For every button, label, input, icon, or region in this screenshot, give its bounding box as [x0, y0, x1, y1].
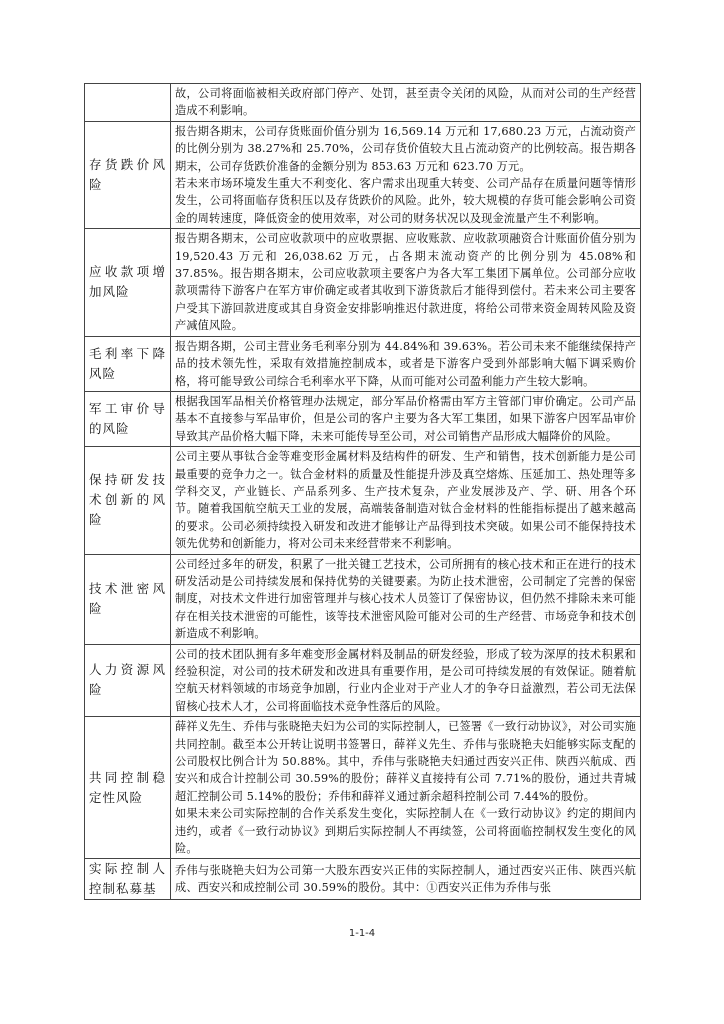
risk-description [171, 121, 641, 228]
risk-row [85, 717, 641, 859]
risk-row [85, 644, 641, 717]
risk-row [85, 336, 641, 391]
risk-paragraph: 若未来市场环境发生重大不利变化、客户需求出现重大转变、公司产品存在质量问题等情形发生，公司将面临存货积压以及存货跌价的风险。此外，较大规模的存货可能会影响公司资金的周转速度，降低资金的使用效率，对公司的财务状况以及现金流量产生不利影响。 [175, 177, 636, 225]
risk-label: 军工审价导的风险 [85, 391, 171, 446]
risk-row [85, 84, 641, 122]
risk-paragraph: 报告期各期末，公司存货账面价值分别为 16,569.14 万元和 17,680.23 万元，占流动资产的比例分别为 38.27%和 25.70%，公司存货价值较大且占流动资产的比例较高。报告期各期末，公司存货跌价准备的金额分别为 853.63 万元和 623.70 万元。 [175, 124, 636, 173]
risk-label: 毛利率下降风险 [85, 336, 171, 391]
risk-description [171, 84, 641, 122]
risk-description [171, 554, 641, 644]
risk-description [171, 229, 641, 336]
risk-label: 共同控制稳定性风险 [85, 717, 171, 859]
risk-label: 应收款项增加风险 [85, 229, 171, 336]
risk-row [85, 859, 641, 900]
risk-description [171, 644, 641, 717]
risk-description [171, 391, 641, 446]
risk-description [171, 717, 641, 859]
risk-paragraph: 报告期各期末，公司应收款项中的应收票据、应收账款、应收款项融资合计账面价值分别为 19,520.43 万元和 26,038.62 万元，占各期末流动资产的比例分别为 45.08%和 37.85%。报告期各期末，公司应收款项主要客户为各大军工集团下属单位。公司部分应收款项需待下游客户在军方审价确定或者其收到下游货款后才能得到偿付。若未来公司主要客户受其下游回款进度或其自身资金安排影响推迟付款进度，将给公司带来资金周转风险及资产减值风险。 [175, 232, 636, 333]
risk-paragraph: 如果未来公司实际控制的合作关系发生变化，实际控制人在《一致行动协议》约定的期间内违约，或者《一致行动协议》到期后实际控制人不再续签，公司将面临控制权发生变化的风险。 [175, 807, 636, 856]
risk-label: 存货跌价风险 [85, 121, 171, 228]
risk-label: 实际控制人控制私募基 [85, 859, 171, 900]
risk-row [85, 121, 641, 228]
risk-paragraph: 公司主要从事钛合金等难变形金属材料及结构件的研发、生产和销售，技术创新能力是公司最重要的竞争力之一。钛合金材料的质量及性能提升涉及真空熔炼、压延加工、热处理等多学科交叉，产业链长、产品系列多、生产技术复杂，产业发展涉及产、学、研、用各个环节。随着我国航空航天工业的发展，高端装备制造对钛合金材料的性能指标提出了越来越高的要求。公司必须持续投入研发和改进才能够让产品得到技术突破。如果公司不能保持技术领先优势和创新能力，将对公司未来经营带来不利影响。 [175, 450, 636, 551]
risk-row [85, 391, 641, 446]
risk-row [85, 554, 641, 644]
risk-label: 保持研发技术创新的风险 [85, 447, 171, 554]
risk-label [85, 84, 171, 122]
risk-paragraph: 报告期各期，公司主营业务毛利率分别为 44.84%和 39.63%。若公司未来不能继续保持产品的技术领先性，采取有效措施控制成本，或者是下游客户受到外部影响大幅下调采购价格，将可能导致公司综合毛利率水平下降，从而可能对公司盈利能力产生较大影响。 [175, 339, 636, 388]
risk-label: 人力资源风险 [85, 644, 171, 717]
risk-paragraph: 根据我国军品相关价格管理办法规定，部分军品价格需由军方主管部门审价确定。公司产品基本不直接参与军品审价，但是公司的客户主要为各大军工集团，如果下游客户因军品审价导致其产品价格大幅下降，未来可能传导至公司，对公司销售产品形成大幅降价的风险。 [175, 394, 636, 443]
risk-description [171, 859, 641, 900]
risk-paragraph: 公司的技术团队拥有多年难变形金属材料及制品的研发经验，形成了较为深厚的技术积累和经验积淀，对公司的技术研发和改进具有重要作用，是公司可持续发展的有效保证。随着航空航天材料领域的市场竞争加剧，行业内企业对于产业人才的争夺日益激烈，若公司无法保留核心技术人才，公司将面临技术竞争性落后的风险。 [175, 647, 636, 713]
risk-paragraph: 公司经过多年的研发，积累了一批关键工艺技术，公司所拥有的核心技术和正在进行的技术研发活动是公司持续发展和保持优势的关键要素。为防止技术泄密，公司制定了完善的保密制度，对技术文件进行加密管理并与核心技术人员签订了保密协议，但仍然不排除未来可能存在相关技术泄密的可能性，该等技术泄密风险可能对公司的生产经营、市场竞争和技术创新造成不利影响。 [175, 557, 636, 641]
risk-row [85, 447, 641, 554]
risk-paragraph: 薛祥义先生、乔伟与张晓艳夫妇为公司的实际控制人，已签署《一致行动协议》，对公司实施共同控制。截至本公开转让说明书签署日，薛祥义先生、乔伟与张晓艳夫妇能够实际支配的公司股权比例合计为 50.88%。其中，乔伟与张晓艳夫妇通过西安兴正伟、陕西兴航成、西安兴和成合计控制公司 30.59%的股份；薛祥义直接持有公司 7.71%的股份，通过共青城超汇控制公司 5.14%的股份；乔伟和薛祥义通过新余超科控制公司 7.44%的股份。 [175, 720, 636, 803]
risk-table [84, 83, 641, 900]
risk-label: 技术泄密风险 [85, 554, 171, 644]
risk-row [85, 229, 641, 336]
risk-paragraph: 乔伟与张晓艳夫妇为公司第一大股东西安兴正伟的实际控制人，通过西安兴正伟、陕西兴航成、西安兴和成控制公司 30.59%的股份。其中：①西安兴正伟为乔伟与张 [175, 864, 636, 895]
risk-description [171, 447, 641, 554]
page-number: 1-1-4 [348, 928, 376, 939]
risk-paragraph: 故，公司将面临被相关政府部门停产、处罚，甚至责令关闭的风险，从而对公司的生产经营造成不利影响。 [175, 87, 636, 118]
risk-description [171, 336, 641, 391]
